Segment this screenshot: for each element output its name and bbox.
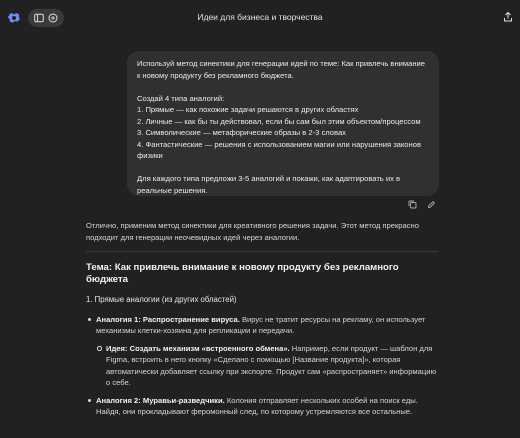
assistant-intro: Отлично, применим метод синектики для креативного решения задачи. Этот метод прекрасно подходит для генерации неочевидных идей через аналогии. [86,221,419,242]
list-item [86,395,438,418]
edit-icon[interactable] [427,200,436,209]
message-actions [408,200,438,210]
assistant-message [86,220,438,424]
list-item [86,314,438,389]
idea-label: Идея: [106,343,128,353]
copy-icon[interactable] [408,200,417,209]
user-message-bubble: Используй метод синектики для генерации идей по теме: Как привлечь внимание к новому продукту без рекламного бюджета. Создай 4 типа аналогий: 1. Прямые — как похожие задачи решаются в других областях 2. Личные — как бы ты действовал, если бы сам был этим объектом/процессом 3. Символические — метафорические образы в 2-3 словах 4. Фантастические — решения с использованием магии или нарушения законов физики Для каждого типа предложи 3-5 аналогий и покажи, как адаптировать их в реальные решения. [127,51,439,196]
idea-title: Создать механизм «встроенного обмена». [127,343,290,353]
idea-list [96,343,438,389]
analogy-title: Аналогия 1: Распространение вируса. [96,314,240,324]
response-heading: Тема: Как привлечь внимание к новому продукту без рекламного бюджета [86,262,399,285]
section-heading: 1. Прямые аналогии (из других областей) [86,295,237,304]
divider [86,251,438,252]
analogy-text: Колония отправляет нескольких особей на поиск еды. Найдя, они прокладывают феромонный след, по которому устремляются все остальные. [96,395,418,416]
top-bar [0,0,520,36]
list-item [96,343,438,389]
analogy-text: Вирус не тратит ресурсы на рекламу, он использует механизмы клетки-хозяина для репликации и передачи. [96,314,426,335]
analogy-title: Аналогия 2: Муравьи-разведчики. [96,395,225,405]
chat-title[interactable]: Идеи для бизнеса и творчества [197,12,323,22]
idea-text: Например, если продукт — шаблон для Figma, встроить в него кнопку «Сделано с помощью [Название продукта]», которая автоматически добавляет ссылку при экспорте. Продукт сам «распространяет» информацию о себе. [106,343,437,387]
analogy-list [86,314,438,418]
share-icon[interactable] [502,11,514,23]
